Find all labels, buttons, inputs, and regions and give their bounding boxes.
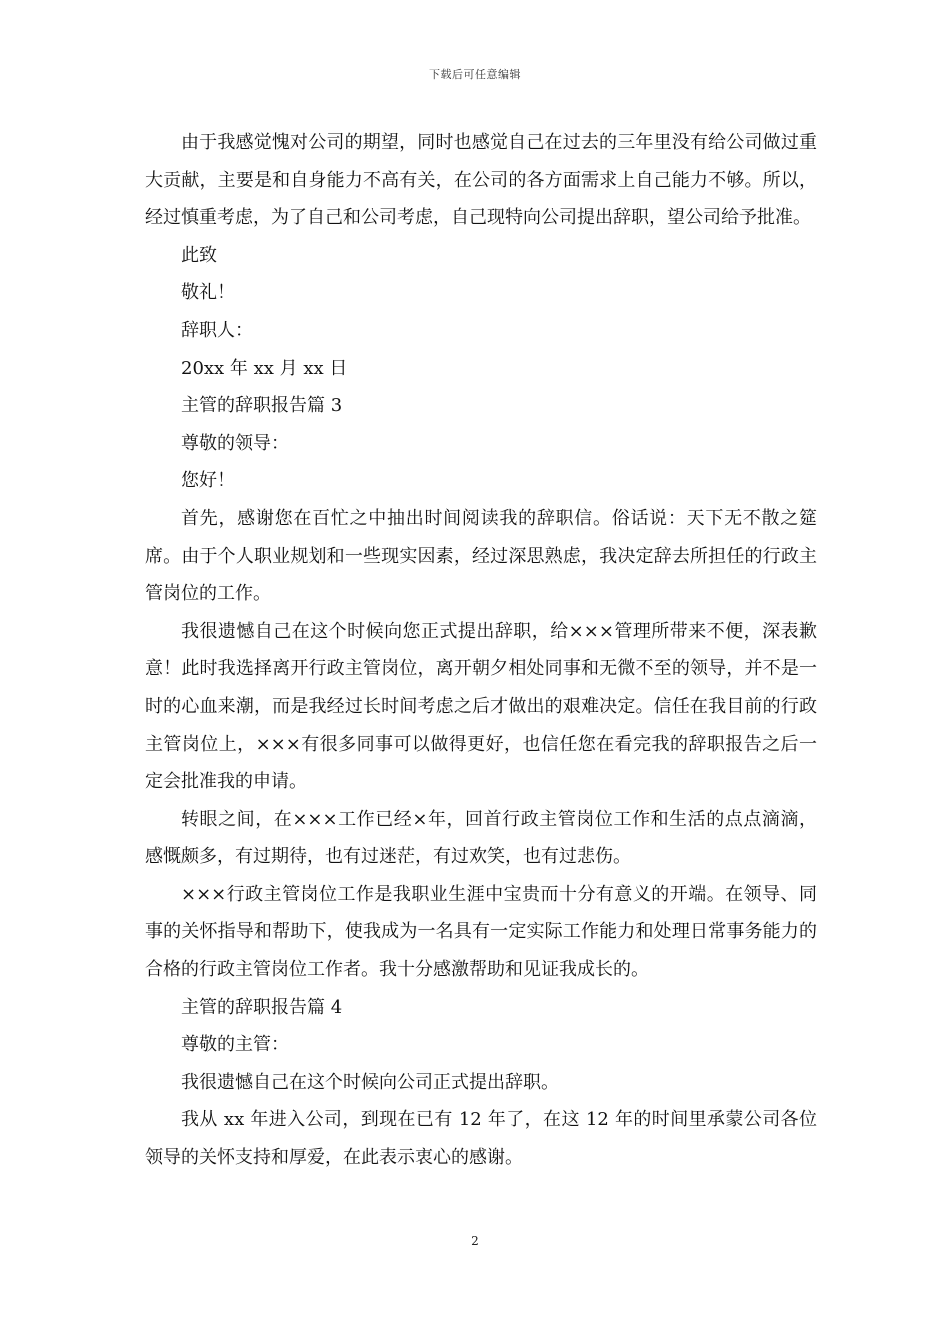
salutation-4: 尊敬的主管： — [181, 1034, 289, 1056]
greeting-3: 您好！ — [181, 470, 235, 492]
paragraph-gratitude: ×××行政主管岗位工作是我职业生涯中宝贵而十分有意义的开端。在领导、同事的关怀指导和帮助下，使我成为一名具有一定实际工作能力和处理日常事务能力的合格的行政主管岗位工作者。我十分感激帮助和见证我成长的。 — [145, 883, 817, 981]
page-header: 下载后可任意编辑 — [429, 68, 521, 81]
paragraph-reason: 由于我感觉愧对公司的期望，同时也感觉自己在过去的三年里没有给公司做过重大贡献，主要是和自身能力不高有关，在公司的各方面需求上自己能力不够。所以，经过慎重考虑，为了自己和公司考虑，自己现特向公司提出辞职，望公司给予批准。 — [145, 132, 817, 229]
paragraph-tenure: 我从 xx 年进入公司，到现在已有 12 年了，在这 12 年的时间里承蒙公司各位领导的关怀支持和厚爱，在此表示衷心的感谢。 — [145, 1109, 817, 1169]
closing-cizhi: 此致 — [181, 244, 217, 266]
section-title-3: 主管的辞职报告篇 3 — [181, 395, 343, 417]
paragraph-memories: 转眼之间，在×××工作已经×年，回首行政主管岗位工作和生活的点点滴滴，感慨颇多，有过期待，也有过迷茫，有过欢笑，也有过悲伤。 — [145, 808, 817, 868]
paragraph-resign-statement: 我很遗憾自己在这个时候向公司正式提出辞职。 — [181, 1071, 559, 1093]
section-title-4: 主管的辞职报告篇 4 — [181, 996, 343, 1018]
salutation-3: 尊敬的领导： — [181, 432, 289, 454]
signer-label: 辞职人： — [181, 319, 253, 341]
date-line: 20xx 年 xx 月 xx 日 — [181, 357, 348, 379]
paragraph-regret: 我很遗憾自己在这个时候向您正式提出辞职，给×××管理所带来不便，深表歉意！此时我选择离开行政主管岗位，离开朝夕相处同事和无微不至的领导，并不是一时的心血来潮，而是我经过长时间考虑之后才做出的艰难决定。信任在我目前的行政主管岗位上，×××有很多同事可以做得更好，也信任您在看完我的辞职报告之后一定会批准我的申请。 — [145, 620, 817, 793]
document-body — [145, 124, 817, 1177]
page-number: 2 — [471, 1234, 479, 1248]
paragraph-thanks: 首先，感谢您在百忙之中抽出时间阅读我的辞职信。俗话说：天下无不散之筵席。由于个人职业规划和一些现实因素，经过深思熟虑，我决定辞去所担任的行政主管岗位的工作。 — [145, 507, 817, 605]
closing-jingli: 敬礼！ — [181, 282, 235, 304]
